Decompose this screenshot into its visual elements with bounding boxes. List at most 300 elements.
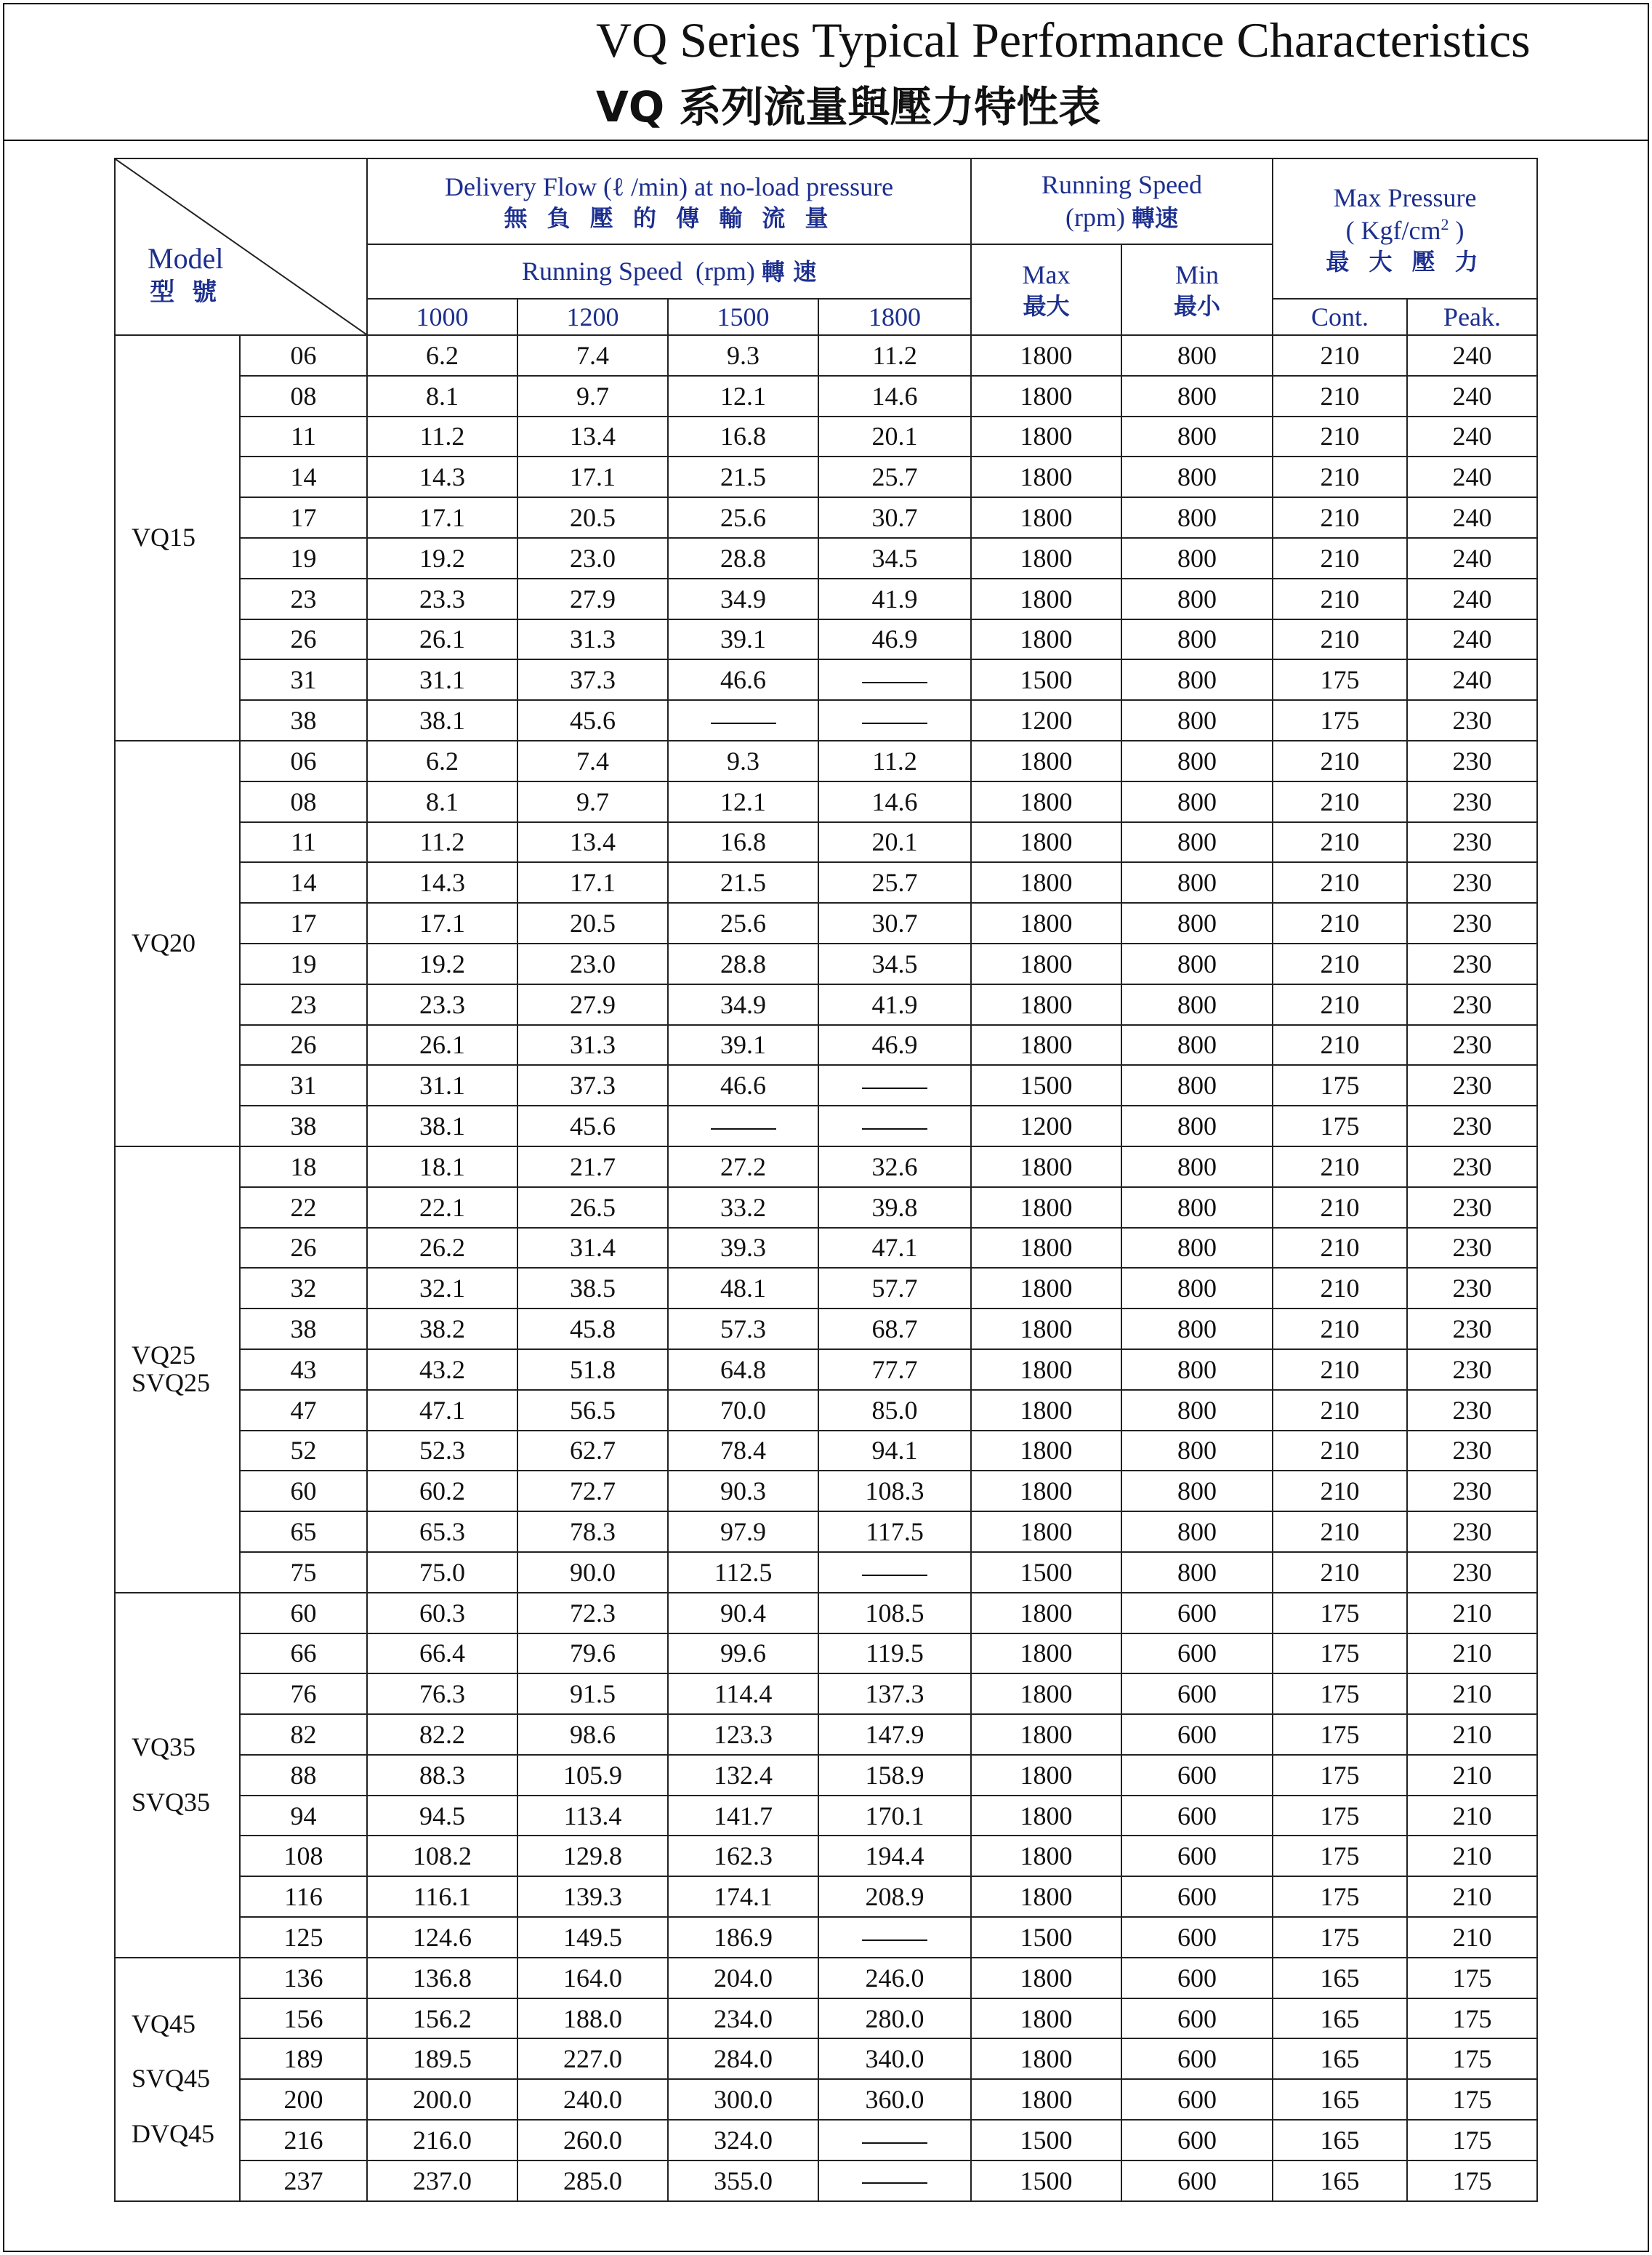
table-row	[115, 1065, 1537, 1106]
cell-speed-max: 1800	[971, 781, 1121, 822]
cell-speed-min: 600	[1121, 2079, 1273, 2120]
cell-flow-1000: 19.2	[367, 538, 517, 579]
cell-speed-max: 1800	[971, 1025, 1121, 1066]
cell-pressure-cont: 210	[1273, 619, 1407, 660]
cell-speed-min: 800	[1121, 741, 1273, 781]
model-label	[148, 241, 223, 308]
cell-pressure-cont: 210	[1273, 579, 1407, 619]
cell-speed-max: 1800	[971, 1755, 1121, 1796]
min-speed-zh: 最小	[1174, 292, 1221, 320]
cell-flow-1000: 32.1	[367, 1268, 517, 1309]
cell-flow-1200: 20.5	[517, 497, 668, 538]
model-group-cell	[115, 335, 240, 741]
cell-pressure-cont: 210	[1273, 944, 1407, 984]
cell-speed-max: 1800	[971, 376, 1121, 417]
table-row	[115, 1025, 1537, 1066]
max-pressure-en: Max Pressure	[1333, 182, 1477, 212]
cell-pressure-cont: 175	[1273, 1796, 1407, 1836]
cell-size: 38	[240, 1106, 367, 1146]
cell-speed-min: 800	[1121, 1471, 1273, 1511]
cell-flow-1800: 20.1	[818, 417, 971, 457]
cell-pressure-peak: 210	[1407, 1633, 1537, 1674]
cell-flow-1800: 170.1	[818, 1796, 971, 1836]
cell-flow-1200: 72.3	[517, 1593, 668, 1633]
cell-flow-1500: 64.8	[668, 1349, 818, 1390]
cell-flow-1000: 31.1	[367, 1065, 517, 1106]
model-group-name: VQ20	[132, 928, 196, 958]
table-row	[115, 2038, 1537, 2079]
cell-size: 11	[240, 417, 367, 457]
cell-flow-1200: 149.5	[517, 1917, 668, 1958]
cell-flow-1800: 25.7	[818, 457, 971, 497]
cell-flow-1200: 78.3	[517, 1511, 668, 1552]
cell-flow-1800: 77.7	[818, 1349, 971, 1390]
cell-pressure-cont: 165	[1273, 2038, 1407, 2079]
cell-pressure-cont: 210	[1273, 1309, 1407, 1349]
cell-flow-1200: 20.5	[517, 903, 668, 944]
cell-flow-1000: 14.3	[367, 862, 517, 903]
cell-flow-1800	[818, 1552, 971, 1593]
not-available-dash	[711, 723, 776, 724]
speed-1200-header: 1200	[517, 299, 668, 335]
max-pressure-unit-text: ( Kgf/cm	[1345, 215, 1441, 245]
table-row	[115, 1714, 1537, 1755]
cell-size: 156	[240, 1998, 367, 2039]
cell-pressure-peak: 230	[1407, 741, 1537, 781]
model-group-name: VQ35	[132, 1732, 196, 1761]
cell-flow-1200: 129.8	[517, 1836, 668, 1876]
table-row	[115, 781, 1537, 822]
cell-flow-1800: 108.5	[818, 1593, 971, 1633]
cell-pressure-peak: 230	[1407, 1349, 1537, 1390]
cell-size: 60	[240, 1471, 367, 1511]
cell-pressure-peak: 230	[1407, 1511, 1537, 1552]
cell-flow-1000: 75.0	[367, 1552, 517, 1593]
cell-flow-1500: 234.0	[668, 1998, 818, 2039]
cell-flow-1800	[818, 2160, 971, 2201]
cell-flow-1000: 26.2	[367, 1228, 517, 1269]
cell-speed-min: 800	[1121, 1431, 1273, 1471]
cell-pressure-peak: 240	[1407, 538, 1537, 579]
cell-flow-1500: 174.1	[668, 1876, 818, 1917]
table-row	[115, 903, 1537, 944]
table-row	[115, 1471, 1537, 1511]
cell-flow-1200: 9.7	[517, 376, 668, 417]
cell-flow-1000: 26.1	[367, 1025, 517, 1066]
cell-size: 19	[240, 538, 367, 579]
cell-speed-max: 1500	[971, 2160, 1121, 2201]
cell-speed-max: 1800	[971, 1471, 1121, 1511]
cell-flow-1000: 60.2	[367, 1471, 517, 1511]
speed-1500-header: 1500	[668, 299, 818, 335]
model-group-name: VQ45	[132, 2009, 196, 2038]
cell-flow-1200: 188.0	[517, 1998, 668, 2039]
cell-speed-max: 1800	[971, 457, 1121, 497]
table-row	[115, 984, 1537, 1025]
cell-flow-1000: 189.5	[367, 2038, 517, 2079]
delivery-flow-header	[367, 158, 971, 244]
cell-pressure-peak: 240	[1407, 335, 1537, 376]
running-speed-header	[971, 158, 1273, 244]
cell-pressure-cont: 175	[1273, 1065, 1407, 1106]
cell-flow-1500: 25.6	[668, 497, 818, 538]
cell-speed-min: 800	[1121, 1349, 1273, 1390]
cell-size: 06	[240, 335, 367, 376]
model-label-zh: 型 號	[150, 278, 222, 307]
cell-size: 14	[240, 457, 367, 497]
cell-flow-1800	[818, 659, 971, 700]
cell-flow-1200: 26.5	[517, 1187, 668, 1228]
cell-pressure-peak: 210	[1407, 1876, 1537, 1917]
max-pressure-unit-close: )	[1448, 215, 1464, 245]
cell-flow-1800	[818, 700, 971, 741]
cell-flow-1500: 12.1	[668, 376, 818, 417]
running-speed-zh: 轉速	[1132, 204, 1179, 232]
cell-flow-1500: 33.2	[668, 1187, 818, 1228]
cell-flow-1000: 124.6	[367, 1917, 517, 1958]
table-row	[115, 1552, 1537, 1593]
cell-flow-1500: 46.6	[668, 1065, 818, 1106]
cell-speed-max: 1800	[971, 903, 1121, 944]
cell-pressure-cont: 210	[1273, 497, 1407, 538]
max-speed-header	[971, 244, 1121, 335]
cell-flow-1500: 186.9	[668, 1917, 818, 1958]
cell-flow-1200: 27.9	[517, 984, 668, 1025]
cell-speed-max: 1800	[971, 1673, 1121, 1714]
cell-speed-min: 800	[1121, 1146, 1273, 1187]
cell-flow-1200: 7.4	[517, 335, 668, 376]
cell-flow-1500: 78.4	[668, 1431, 818, 1471]
cell-speed-max: 1800	[971, 2038, 1121, 2079]
cell-flow-1200: 21.7	[517, 1146, 668, 1187]
cell-flow-1500: 90.3	[668, 1471, 818, 1511]
cell-size: 60	[240, 1593, 367, 1633]
cell-size: 65	[240, 1511, 367, 1552]
cell-flow-1800: 32.6	[818, 1146, 971, 1187]
cell-flow-1000: 200.0	[367, 2079, 517, 2120]
title-divider	[3, 140, 1649, 141]
cell-flow-1800: 94.1	[818, 1431, 971, 1471]
cell-pressure-cont: 210	[1273, 1511, 1407, 1552]
cell-flow-1200: 56.5	[517, 1390, 668, 1431]
cell-speed-min: 600	[1121, 1714, 1273, 1755]
cell-pressure-peak: 230	[1407, 781, 1537, 822]
cell-flow-1500: 39.1	[668, 1025, 818, 1066]
cell-pressure-peak: 230	[1407, 1431, 1537, 1471]
cell-speed-max: 1800	[971, 538, 1121, 579]
table-row	[115, 1146, 1537, 1187]
page-title-en: VQ Series Typical Performance Characteristics	[596, 12, 1531, 68]
running-speed-rpm: (rpm)	[1065, 203, 1126, 232]
cell-speed-min: 800	[1121, 903, 1273, 944]
cell-flow-1500: 21.5	[668, 457, 818, 497]
cell-pressure-peak: 230	[1407, 984, 1537, 1025]
cell-flow-1000: 14.3	[367, 457, 517, 497]
cell-size: 19	[240, 944, 367, 984]
cell-flow-1000: 47.1	[367, 1390, 517, 1431]
table-row	[115, 862, 1537, 903]
model-corner-header	[115, 158, 367, 335]
table-row	[115, 1228, 1537, 1269]
cell-flow-1200: 23.0	[517, 944, 668, 984]
cell-flow-1000: 94.5	[367, 1796, 517, 1836]
cell-size: 76	[240, 1673, 367, 1714]
cell-size: 31	[240, 659, 367, 700]
cell-pressure-peak: 210	[1407, 1673, 1537, 1714]
cell-flow-1800: 47.1	[818, 1228, 971, 1269]
cell-flow-1200: 38.5	[517, 1268, 668, 1309]
cell-flow-1200: 17.1	[517, 457, 668, 497]
cell-speed-min: 800	[1121, 579, 1273, 619]
cell-flow-1500: 99.6	[668, 1633, 818, 1674]
cell-size: 17	[240, 497, 367, 538]
table-row	[115, 1349, 1537, 1390]
cell-speed-min: 600	[1121, 1673, 1273, 1714]
cell-flow-1800: 68.7	[818, 1309, 971, 1349]
model-group-name: VQ15	[132, 523, 196, 552]
cell-speed-max: 1500	[971, 1917, 1121, 1958]
cell-pressure-peak: 230	[1407, 700, 1537, 741]
cell-speed-max: 1800	[971, 1187, 1121, 1228]
cell-speed-min: 800	[1121, 417, 1273, 457]
cell-flow-1200: 37.3	[517, 1065, 668, 1106]
cell-flow-1500	[668, 1106, 818, 1146]
cell-speed-max: 1800	[971, 822, 1121, 863]
cell-pressure-peak: 230	[1407, 1552, 1537, 1593]
cell-flow-1500: 123.3	[668, 1714, 818, 1755]
running-speed-en: Running Speed	[1041, 170, 1203, 199]
cell-flow-1000: 6.2	[367, 741, 517, 781]
cell-speed-max: 1800	[971, 1146, 1121, 1187]
cell-flow-1500: 300.0	[668, 2079, 818, 2120]
table-row	[115, 1673, 1537, 1714]
cell-pressure-cont: 165	[1273, 2160, 1407, 2201]
cell-speed-min: 800	[1121, 1065, 1273, 1106]
model-group-name: DVQ45	[132, 2119, 214, 2149]
cell-pressure-cont: 175	[1273, 1673, 1407, 1714]
cell-size: 136	[240, 1958, 367, 1998]
cell-speed-min: 600	[1121, 1998, 1273, 2039]
model-group-name: SVQ25	[132, 1367, 211, 1397]
cell-speed-min: 600	[1121, 1796, 1273, 1836]
cell-pressure-peak: 240	[1407, 579, 1537, 619]
cell-pressure-peak: 175	[1407, 2079, 1537, 2120]
cell-flow-1200: 113.4	[517, 1796, 668, 1836]
cell-flow-1500: 39.3	[668, 1228, 818, 1269]
cell-flow-1000: 60.3	[367, 1593, 517, 1633]
cell-flow-1800: 208.9	[818, 1876, 971, 1917]
cell-flow-1800: 280.0	[818, 1998, 971, 2039]
cell-speed-max: 1800	[971, 497, 1121, 538]
cell-flow-1800: 39.8	[818, 1187, 971, 1228]
cell-size: 75	[240, 1552, 367, 1593]
table-row	[115, 335, 1537, 376]
table-row	[115, 1755, 1537, 1796]
cell-flow-1800: 246.0	[818, 1958, 971, 1998]
model-group-name: SVQ35	[132, 1787, 211, 1817]
cell-pressure-cont: 210	[1273, 376, 1407, 417]
cell-size: 108	[240, 1836, 367, 1876]
table-row	[115, 700, 1537, 741]
not-available-dash	[711, 1128, 776, 1130]
cell-flow-1800: 108.3	[818, 1471, 971, 1511]
cell-flow-1200: 51.8	[517, 1349, 668, 1390]
cell-flow-1800: 46.9	[818, 619, 971, 660]
cell-pressure-cont: 175	[1273, 1593, 1407, 1633]
cell-pressure-peak: 175	[1407, 2120, 1537, 2160]
cell-pressure-peak: 240	[1407, 659, 1537, 700]
cell-flow-1800: 360.0	[818, 2079, 971, 2120]
cell-size: 11	[240, 822, 367, 863]
cell-speed-max: 1800	[971, 1633, 1121, 1674]
cell-pressure-peak: 230	[1407, 1106, 1537, 1146]
cell-flow-1500: 132.4	[668, 1755, 818, 1796]
cell-flow-1200: 31.4	[517, 1228, 668, 1269]
cell-flow-1800: 34.5	[818, 538, 971, 579]
not-available-dash	[862, 1088, 927, 1089]
cont-pressure-header: Cont.	[1273, 299, 1407, 335]
cell-pressure-cont: 210	[1273, 984, 1407, 1025]
cell-flow-1800: 194.4	[818, 1836, 971, 1876]
cell-speed-min: 800	[1121, 457, 1273, 497]
cell-speed-min: 600	[1121, 2160, 1273, 2201]
cell-flow-1000: 65.3	[367, 1511, 517, 1552]
max-speed-en: Max	[1022, 260, 1071, 289]
cell-speed-max: 1800	[971, 417, 1121, 457]
cell-speed-min: 800	[1121, 1187, 1273, 1228]
cell-size: 47	[240, 1390, 367, 1431]
cell-pressure-cont: 175	[1273, 1755, 1407, 1796]
table-row	[115, 741, 1537, 781]
cell-pressure-peak: 230	[1407, 1228, 1537, 1269]
cell-flow-1500: 114.4	[668, 1673, 818, 1714]
cell-flow-1000: 8.1	[367, 376, 517, 417]
cell-speed-max: 1500	[971, 2120, 1121, 2160]
cell-size: 125	[240, 1917, 367, 1958]
cell-pressure-peak: 230	[1407, 1471, 1537, 1511]
cell-flow-1200: 31.3	[517, 619, 668, 660]
cell-flow-1000: 31.1	[367, 659, 517, 700]
cell-flow-1000: 18.1	[367, 1146, 517, 1187]
cell-speed-max: 1800	[971, 1998, 1121, 2039]
cell-flow-1200: 90.0	[517, 1552, 668, 1593]
cell-flow-1200: 105.9	[517, 1755, 668, 1796]
cell-flow-1800: 158.9	[818, 1755, 971, 1796]
cell-flow-1200: 9.7	[517, 781, 668, 822]
not-available-dash	[862, 1575, 927, 1576]
cell-speed-min: 600	[1121, 1755, 1273, 1796]
cell-flow-1800: 20.1	[818, 822, 971, 863]
max-pressure-header	[1273, 158, 1537, 299]
cell-pressure-peak: 210	[1407, 1714, 1537, 1755]
cell-speed-max: 1800	[971, 944, 1121, 984]
cell-pressure-peak: 240	[1407, 619, 1537, 660]
table-row	[115, 579, 1537, 619]
cell-pressure-peak: 175	[1407, 2038, 1537, 2079]
cell-size: 32	[240, 1268, 367, 1309]
table-row	[115, 1390, 1537, 1431]
cell-size: 94	[240, 1796, 367, 1836]
cell-pressure-peak: 230	[1407, 1187, 1537, 1228]
cell-speed-max: 1200	[971, 1106, 1121, 1146]
cell-flow-1200: 45.6	[517, 1106, 668, 1146]
min-speed-en: Min	[1175, 260, 1220, 289]
cell-flow-1200: 13.4	[517, 822, 668, 863]
cell-flow-1500: 12.1	[668, 781, 818, 822]
cell-flow-1000: 76.3	[367, 1673, 517, 1714]
cell-flow-1000: 88.3	[367, 1755, 517, 1796]
cell-flow-1500: 112.5	[668, 1552, 818, 1593]
cell-flow-1500: 324.0	[668, 2120, 818, 2160]
cell-speed-max: 1800	[971, 741, 1121, 781]
cell-speed-max: 1500	[971, 659, 1121, 700]
cell-flow-1000: 17.1	[367, 903, 517, 944]
cell-flow-1000: 17.1	[367, 497, 517, 538]
cell-pressure-cont: 175	[1273, 1836, 1407, 1876]
cell-flow-1000: 116.1	[367, 1876, 517, 1917]
cell-flow-1500: 21.5	[668, 862, 818, 903]
cell-pressure-cont: 210	[1273, 1390, 1407, 1431]
cell-flow-1200: 31.3	[517, 1025, 668, 1066]
cell-size: 22	[240, 1187, 367, 1228]
table-row	[115, 822, 1537, 863]
cell-pressure-peak: 240	[1407, 376, 1537, 417]
cell-flow-1500: 39.1	[668, 619, 818, 660]
cell-flow-1000: 11.2	[367, 822, 517, 863]
cell-speed-max: 1800	[971, 1836, 1121, 1876]
cell-flow-1800: 137.3	[818, 1673, 971, 1714]
max-pressure-unit-sup: 2	[1441, 214, 1449, 233]
table-row	[115, 1836, 1537, 1876]
table-row	[115, 1268, 1537, 1309]
cell-flow-1000: 8.1	[367, 781, 517, 822]
cell-pressure-peak: 230	[1407, 1268, 1537, 1309]
cell-speed-min: 800	[1121, 335, 1273, 376]
cell-size: 06	[240, 741, 367, 781]
max-speed-zh: 最大	[1023, 292, 1070, 320]
cell-size: 08	[240, 781, 367, 822]
cell-flow-1500: 57.3	[668, 1309, 818, 1349]
cell-flow-1200: 45.8	[517, 1309, 668, 1349]
cell-flow-1800: 147.9	[818, 1714, 971, 1755]
cell-speed-min: 800	[1121, 1309, 1273, 1349]
cell-flow-1800: 30.7	[818, 497, 971, 538]
cell-flow-1200: 79.6	[517, 1633, 668, 1674]
cell-flow-1000: 216.0	[367, 2120, 517, 2160]
running-speed-unit	[972, 201, 1272, 234]
cell-flow-1200: 72.7	[517, 1471, 668, 1511]
cell-speed-max: 1800	[971, 579, 1121, 619]
cell-flow-1000: 237.0	[367, 2160, 517, 2201]
cell-flow-1000: 38.1	[367, 1106, 517, 1146]
cell-size: 43	[240, 1349, 367, 1390]
cell-speed-min: 800	[1121, 700, 1273, 741]
speed-1000-header: 1000	[367, 299, 517, 335]
cell-flow-1200: 45.6	[517, 700, 668, 741]
cell-flow-1500: 141.7	[668, 1796, 818, 1836]
cell-pressure-cont: 175	[1273, 659, 1407, 700]
not-available-dash	[862, 1128, 927, 1130]
peak-pressure-header: Peak.	[1407, 299, 1537, 335]
cell-flow-1500: 204.0	[668, 1958, 818, 1998]
cell-flow-1800	[818, 2120, 971, 2160]
max-pressure-unit	[1273, 214, 1536, 247]
cell-flow-1000: 156.2	[367, 1998, 517, 2039]
cell-pressure-cont: 175	[1273, 1917, 1407, 1958]
cell-flow-1500: 28.8	[668, 538, 818, 579]
cell-speed-min: 600	[1121, 1593, 1273, 1633]
model-group-cell	[115, 1593, 240, 1958]
